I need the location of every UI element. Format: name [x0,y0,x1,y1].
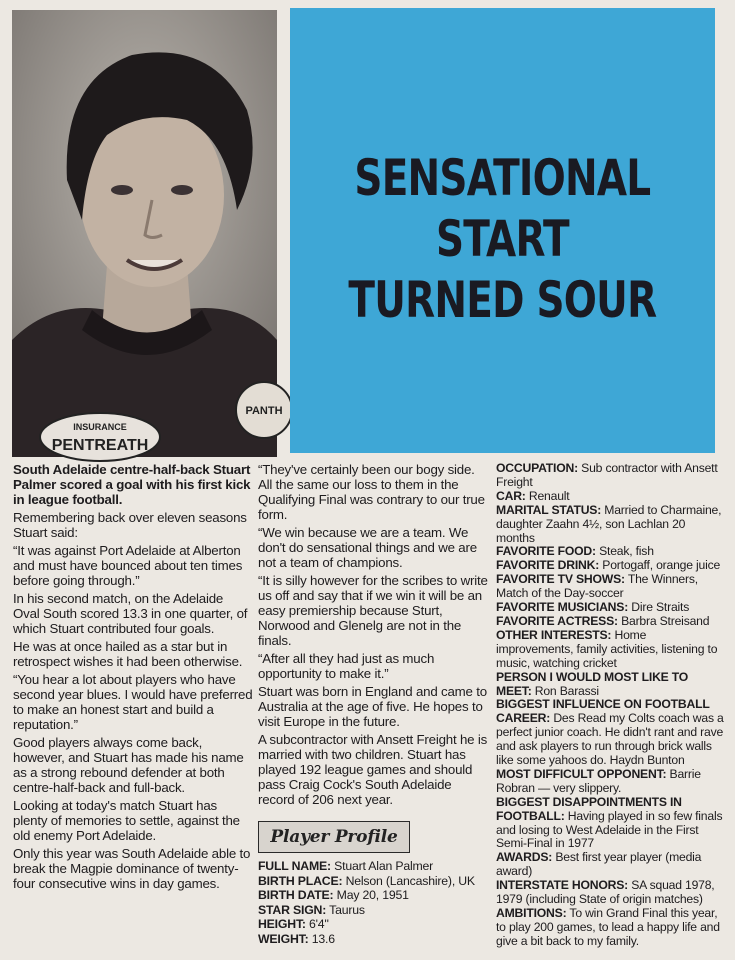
detail-value: Best first year player (media award) [496,850,702,879]
article-paragraph: Remembering back over eleven seasons Stuart said: [13,510,247,540]
detail-entry [496,573,724,601]
detail-value: Having played in so few finals and losing to West Adelaide in the First Semi-Final in 1977 [496,808,723,851]
badge-large-text: PENTREATH [51,437,149,454]
detail-entry [496,490,724,504]
detail-value: Des Read my Colts coach was a perfect junior coach. He didn't rant and rave and ask players to run through brick walls like some yahoos do. Haydn Bunton [496,711,724,768]
detail-label: OTHER INTERESTS: [496,627,612,642]
detail-entry [496,768,724,796]
detail-entry [496,504,724,546]
detail-label: AWARDS: [496,850,553,865]
detail-value: Portogaff, orange juice [602,558,721,573]
profile-row [258,859,490,874]
detail-entry [496,671,724,699]
detail-entry [496,698,724,768]
detail-value: Sub contractor with Ansett Freight [496,461,718,489]
detail-label: BIGGEST INFLUENCE ON FOOTBALL CAREER: [496,697,710,726]
detail-label: OCCUPATION: [496,461,578,475]
profile-row [258,888,490,903]
profile-label: BIRTH DATE: [258,888,334,902]
badge-small-text: INSURANCE [73,422,127,432]
profile-value: 13.6 [311,931,335,946]
profile-value: May 20, 1951 [336,888,409,902]
player-photo [12,10,283,457]
profile-row [258,874,490,889]
headline-line: START [436,210,569,268]
detail-label: FAVORITE DRINK: [496,558,600,573]
article-column-2 [258,462,490,946]
article-lead: South Adelaide centre-half-back Stuart Palmer scored a goal with his first kick in league football. [13,462,251,507]
profile-value: Taurus [329,902,365,917]
detail-value: Barbra Streisand [621,613,710,628]
headline-box [290,8,715,453]
detail-value: To win Grand Final this year, to play 200 games, to lead a happy life and give a bit back to my family. [496,906,720,948]
detail-value: Home improvements, family activities, listening to music, watching cricket [496,627,718,670]
detail-label: BIGGEST DISAPPOINTMENTS IN FOOTBALL: [496,794,682,823]
headline-line: SENSATIONAL [354,149,651,207]
detail-value: Renault [528,488,570,503]
article-paragraph: “It was against Port Adelaide at Alberton and must have bounced about ten times before going through.” [13,543,243,588]
detail-entry [496,615,724,629]
player-profile-heading: Player Profile [258,821,410,853]
profile-value: Stuart Alan Palmer [334,859,434,873]
profile-label: WEIGHT: [258,931,309,946]
detail-value: SA squad 1978, 1979 (including State of origin matches) [496,878,715,907]
article-paragraph: He was at once hailed as a star but in retrospect wishes it had been otherwise. [13,639,243,669]
profile-value: 6'4" [309,917,329,931]
profile-row [258,932,490,947]
detail-label: FAVORITE MUSICIANS: [496,600,629,615]
article-column-1 [13,462,253,894]
detail-label: AMBITIONS: [496,906,567,920]
crest-text: PANTH [245,405,283,417]
sponsor-badge [40,413,160,461]
detail-label: MOST DIFFICULT OPPONENT: [496,766,667,781]
profile-label: FULL NAME: [258,859,331,873]
detail-entry [496,545,724,559]
profile-row [258,903,490,918]
detail-entry [496,851,724,879]
article-paragraph: “They've certainly been our bogy side. All the same our loss to them in the Qualifying Final was contrary to our true form. [258,462,485,522]
detail-entry [496,462,724,490]
detail-label: FAVORITE TV SHOWS: [496,572,625,587]
detail-value: Barrie Robran — very slippery. [496,766,701,795]
detail-value: Dire Straits [631,600,690,615]
detail-label: INTERSTATE HONORS: [496,878,629,893]
profile-row [258,917,490,932]
article-paragraph: Good players always come back, however, and Stuart has made his name as a strong rebound defender at both centre-half-back and full-back. [13,735,244,795]
detail-label: PERSON I WOULD MOST LIKE TO MEET: [496,669,689,698]
detail-label: FAVORITE ACTRESS: [496,613,618,628]
details-column [496,462,724,949]
detail-value: Steak, fish [599,544,654,559]
detail-entry [496,796,724,852]
article-paragraph: Looking at today's match Stuart has plenty of memories to settle, against the old enemy Port Adelaide. [13,798,240,843]
profile-label: HEIGHT: [258,917,306,931]
article-paragraph: Stuart was born in England and came to Australia at the age of five. He hopes to visit Europe in the future. [258,684,487,729]
detail-entry [496,629,724,671]
detail-value: The Winners, Match of the Day-soccer [496,572,698,601]
article-paragraph: In his second match, on the Adelaide Oval South scored 13.3 in one quarter, of which Stuart contributed four goals. [13,591,248,636]
detail-entry [496,907,724,949]
detail-label: MARITAL STATUS: [496,502,602,517]
article-paragraph: “After all they had just as much opportunity to make it.” [258,651,435,681]
detail-entry [496,559,724,573]
article-paragraph: Only this year was South Adelaide able to break the Magpie dominance of twenty-four consecutive wins in day games. [13,846,251,891]
article-paragraph: A subcontractor with Ansett Freight he is married with two children. Stuart has played 192 league games and should pass Craig Cock's South Adelaide record of 206 next year. [258,732,488,807]
detail-value: Ron Barassi [534,683,599,698]
article-paragraph: “You hear a lot about players who have second year blues. I would have preferred to make an honest start and build a reputation.” [13,672,253,732]
headline [349,148,657,331]
club-crest [236,382,292,438]
profile-label: STAR SIGN: [258,902,327,917]
detail-label: CAR: [496,488,526,503]
headline-line: TURNED SOUR [348,271,657,329]
article-paragraph: “It is silly however for the scribes to write us off and say that if we win it will be an easy premiership because Sturt, Norwood and Glenelg are not in the finals. [258,573,488,648]
profile-label: BIRTH PLACE: [258,873,343,888]
detail-entry [496,879,724,907]
detail-label: FAVORITE FOOD: [496,544,596,559]
profile-value: Nelson (Lancashire), UK [345,873,475,888]
detail-value: Married to Charmaine, daughter Zaahn 4½, son Lachlan 20 months [496,502,722,545]
detail-entry [496,601,724,615]
article-paragraph: “We win because we are a team. We don't do sensational things and we are not a team of champions. [258,525,477,570]
